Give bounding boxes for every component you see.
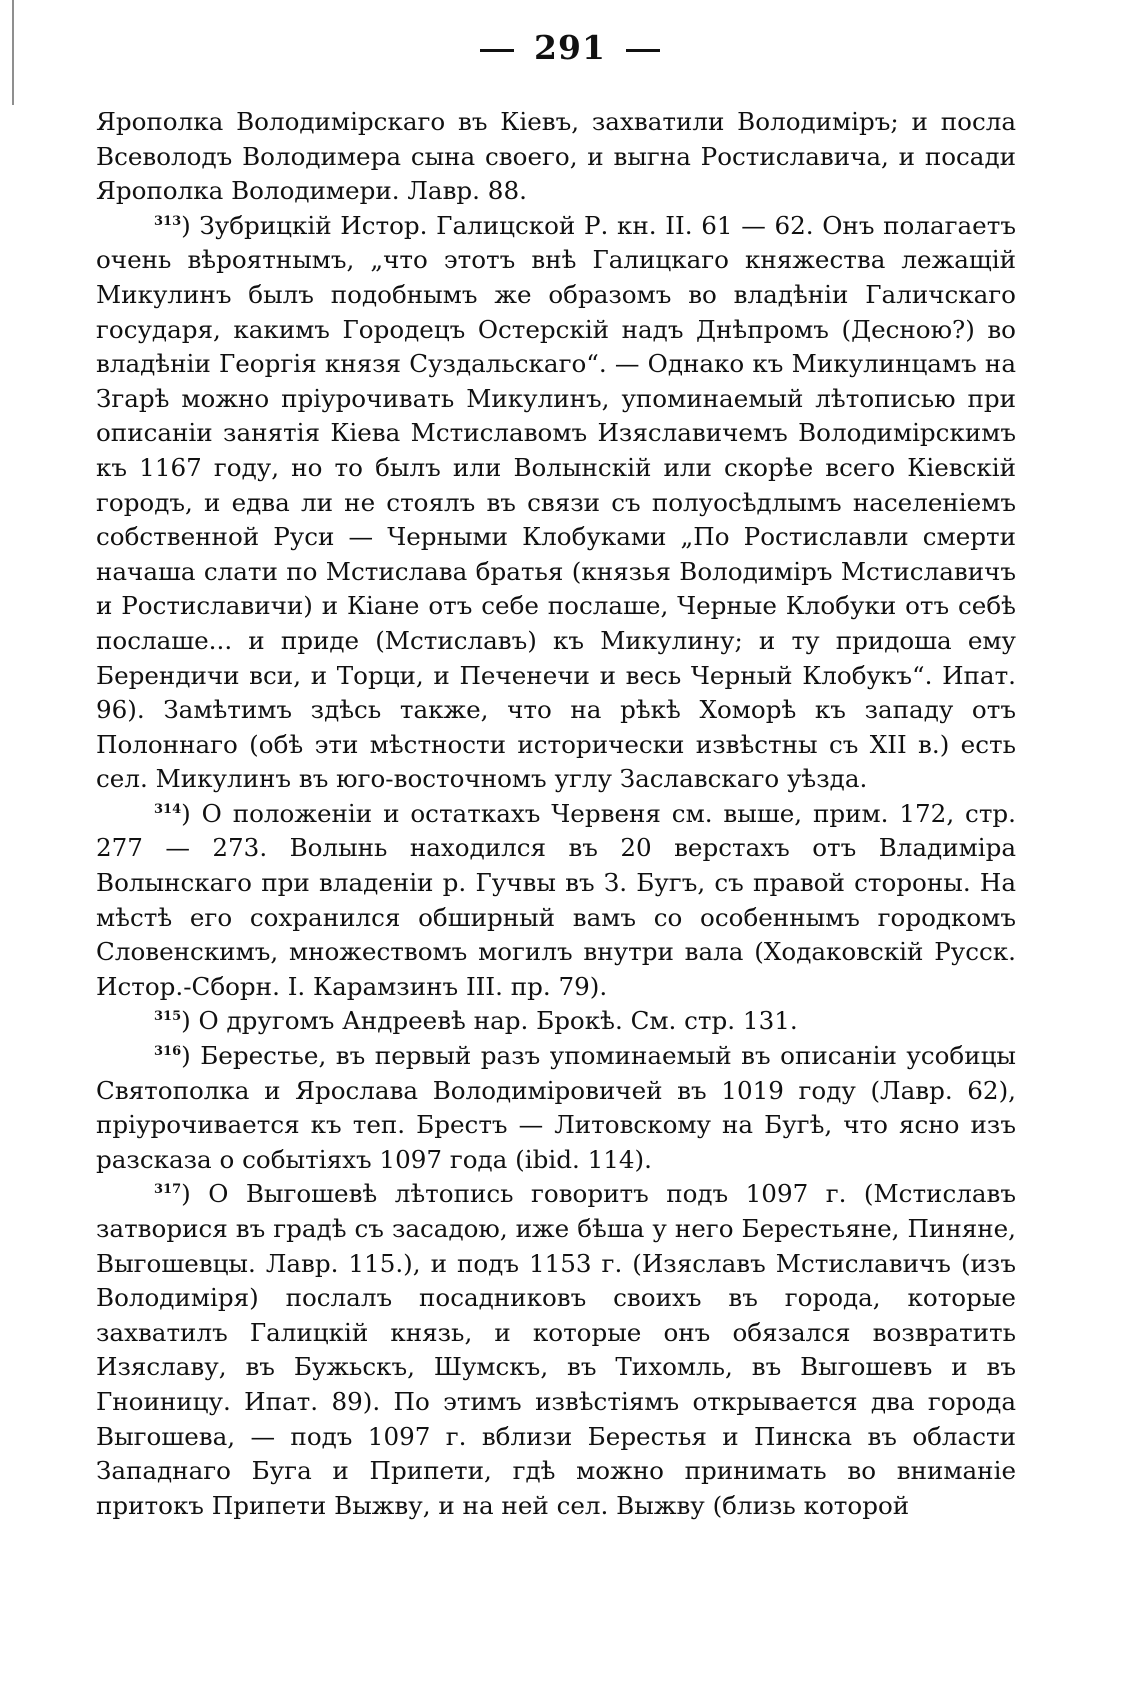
footnote-313 xyxy=(96,209,1016,797)
page-number: 291 xyxy=(534,28,606,67)
footnote-text: ) О положеніи и остаткахъ Червеня см. выше, прим. 172, стр. 277 — 273. Волынь находился въ 20 верстахъ отъ Владиміра Волынскаго при владеніи р. Гучвы въ З. Бугъ, съ правой стороны. На мѣстѣ его сохранился обширный вамъ со особеннымъ городкомъ Словенскимъ, множествомъ могилъ внутри вала (Ходаковскій Русск. Истор.-Сборн. I. Карамзинъ III. пр. 79). xyxy=(96,798,1016,1001)
footnote-text: ) О другомъ Андреевѣ нар. Брокѣ. См. стр. 131. xyxy=(181,1006,798,1036)
footnote-text: ) Берестье, въ первый разъ упоминаемый въ описаніи усобицы Святополка и Ярослава Володиміровичей въ 1019 году (Лавр. 62), пріурочивается къ теп. Брестъ — Литовскому на Бугѣ, что ясно изъ разсказа о событіяхъ 1097 года (ibid. 114). xyxy=(96,1041,1016,1174)
footnote-marker: 313 xyxy=(154,213,182,229)
paragraph-continuation xyxy=(96,105,1016,209)
footnote-text: ) О Выгошевѣ лѣтопись говоритъ подъ 1097 г. (Мстиславъ затворися въ градѣ съ засадою, иже бѣша у него Берестьяне, Пиняне, Выгошевцы. Лавр. 115.), и подъ 1153 г. (Изяславъ Мстиславичъ (изъ Володиміря) послалъ посадниковъ своихъ въ города, которые захватилъ Галицкій князь, и которые онъ обязался возвратить Изяславу, въ Бужьскъ, Шумскъ, въ Тихомль, въ Выгошевъ и въ Гноиницу. Ипат. 89). По этимъ извѣстіямъ открывается два города Выгошева, — подъ 1097 г. вблизи Берестья и Пинска въ области Западнаго Буга и Припети, гдѣ можно принимать во вниманіе притокъ Припети Выжву, и на ней сел. Выжву (близь которой xyxy=(96,1179,1016,1520)
page-header xyxy=(0,28,1140,67)
footnote-marker: 315 xyxy=(154,1009,182,1025)
footnote-314 xyxy=(96,797,1016,1005)
footnote-marker: 317 xyxy=(154,1182,182,1198)
footnote-marker: 316 xyxy=(154,1043,182,1059)
footnote-317 xyxy=(96,1177,1016,1523)
footnote-316 xyxy=(96,1039,1016,1177)
paragraph-text: Ярополка Володимірскаго въ Кіевъ, захватили Володиміръ; и посла Всеволодъ Володимера сына своего, и выгна Ростиславича, и посади Ярополка Володимери. Лавр. 88. xyxy=(96,107,1016,206)
header-right-dash xyxy=(626,49,660,52)
page-body xyxy=(96,105,1016,1523)
footnote-text: ) Зубрицкій Истор. Галицской Р. кн. II. 61 — 62. Онъ полагаетъ очень вѣроятнымъ, „что этотъ внѣ Галицкаго княжества лежащій Микулинъ былъ подобнымъ же образомъ во владѣніи Галичскаго государя, какимъ Городецъ Остерскій надъ Днѣпромъ (Десною?) во владѣніи Георгія князя Суздальскаго“. — Однако къ Микулинцамъ на Згарѣ можно пріурочивать Микулинъ, упоминаемый лѣтописью при описаніи занятія Кіева Мстиславомъ Изяславичемъ Володимірскимъ къ 1167 году, но то былъ или Волынскій или скорѣе всего Кіевскій городъ, и едва ли не стоялъ въ связи съ полуосѣдлымъ населеніемъ собственной Руси — Черными Клобуками „По Ростиславли смерти начаша слати по Мстислава братья (князья Володиміръ Мстиславичъ и Ростиславичи) и Кіане отъ себе послаше, Черные Клобуки отъ себѣ послаше... и приде (Мстиславъ) къ Микулину; и ту придоша ему Берендичи вси, и Торци, и Печенечи и весь Черный Клобукъ“. Ипат. 96). Замѣтимъ здѣсь также, что на рѣкѣ Хоморѣ къ западу отъ Полоннаго (обѣ эти мѣстности исторически извѣстны съ XII в.) есть сел. Микулинъ въ юго-восточномъ углу Заславскаго уѣзда. xyxy=(96,210,1016,794)
footnote-marker: 314 xyxy=(154,801,182,817)
footnote-315 xyxy=(96,1004,1016,1039)
header-left-dash xyxy=(480,49,514,52)
